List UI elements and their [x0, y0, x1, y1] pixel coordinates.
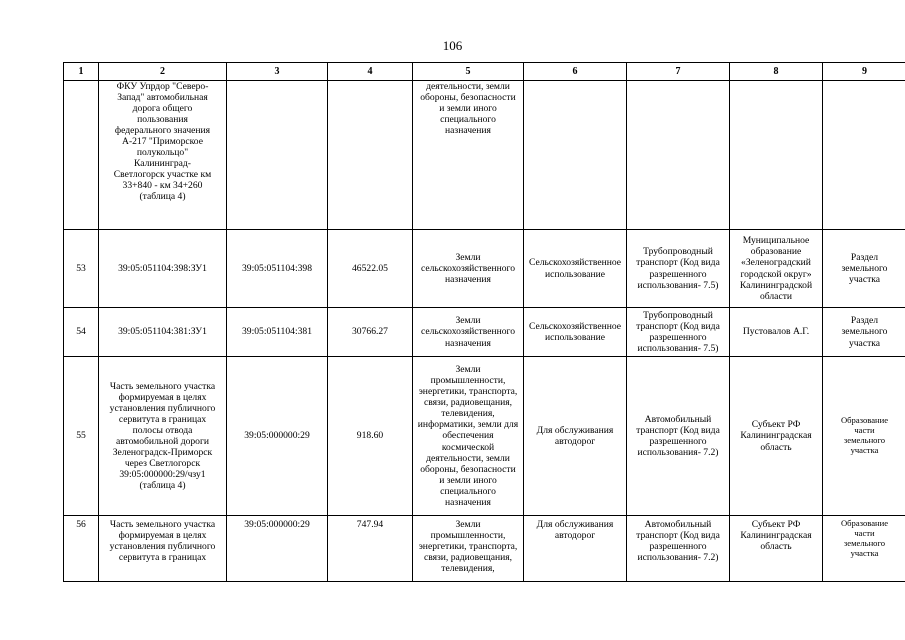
plot-designation-cell: 39:05:051104:381:ЗУ1 — [99, 308, 227, 357]
header-cell: 6 — [524, 63, 627, 81]
land-category-cell: Земли сельскохозяйственного назначения — [413, 230, 524, 308]
formation-method-cell: Образование части земельного участка — [823, 357, 905, 516]
plot-designation-cell: Часть земельного участка формируемая в целях установления публичного сервитута в границах — [99, 516, 227, 582]
land-category-cell: Земли сельскохозяйственного назначения — [413, 308, 524, 357]
permitted-use-cell — [524, 81, 627, 230]
owner-cell: Субъект РФ Калининградская область — [730, 516, 823, 582]
formation-method-cell: Образование части земельного участка — [823, 516, 905, 582]
planned-use-cell: Автомобильный транспорт (Код вида разрешенного использования- 7.2) — [627, 516, 730, 582]
cadastral-number-cell: 39:05:000000:29 — [227, 516, 328, 582]
row-number-cell — [64, 81, 99, 230]
plot-designation-cell: 39:05:051104:398:ЗУ1 — [99, 230, 227, 308]
row-number-cell: 53 — [64, 230, 99, 308]
formation-method-cell: Раздел земельного участка — [823, 230, 905, 308]
header-cell: 2 — [99, 63, 227, 81]
table-row — [64, 81, 905, 230]
planned-use-cell — [627, 81, 730, 230]
permitted-use-cell: Сельскохозяйственное использование — [524, 230, 627, 308]
table-row — [64, 230, 905, 308]
area-cell: 46522.05 — [328, 230, 413, 308]
planned-use-cell: Автомобильный транспорт (Код вида разрешенного использования- 7.2) — [627, 357, 730, 516]
land-category-cell: Земли промышленности, энергетики, транспорта, связи, радиовещания, телевидения, — [413, 516, 524, 582]
owner-cell: Субъект РФ Калининградская область — [730, 357, 823, 516]
cadastral-number-cell: 39:05:051104:381 — [227, 308, 328, 357]
table-row — [64, 357, 905, 516]
header-row — [64, 63, 905, 81]
owner-cell — [730, 81, 823, 230]
page-number: 106 — [442, 38, 463, 53]
header-cell: 1 — [64, 63, 99, 81]
area-cell: 918.60 — [328, 357, 413, 516]
land-plots-table — [63, 62, 905, 582]
permitted-use-cell: Для обслуживания автодорог — [524, 516, 627, 582]
area-cell: 30766.27 — [328, 308, 413, 357]
plot-designation-cell: Часть земельного участка формируемая в целях установления публичного сервитута в границах полосы отвода автомобильной дороги Зеленоградск-Приморск через Светлогорск 39:05:000000:29/чзу1 (таблица 4) — [99, 357, 227, 516]
row-number-cell: 55 — [64, 357, 99, 516]
owner-cell: Муниципальное образование «Зеленоградский городской округ» Калининградской области — [730, 230, 823, 308]
header-cell: 7 — [627, 63, 730, 81]
header-cell: 9 — [823, 63, 905, 81]
planned-use-cell: Трубопроводный транспорт (Код вида разрешенного использования- 7.5) — [627, 230, 730, 308]
cadastral-number-cell: 39:05:000000:29 — [227, 357, 328, 516]
permitted-use-cell: Сельскохозяйственное использование — [524, 308, 627, 357]
permitted-use-cell: Для обслуживания автодорог — [524, 357, 627, 516]
formation-method-cell: Раздел земельного участка — [823, 308, 905, 357]
header-cell: 5 — [413, 63, 524, 81]
header-cell: 4 — [328, 63, 413, 81]
header-cell: 8 — [730, 63, 823, 81]
table-row — [64, 308, 905, 357]
land-category-cell: Земли промышленности, энергетики, транспорта, связи, радиовещания, телевидения, информатики, земли для обеспечения космической деятельности, земли обороны, безопасности и земли иного специального назначения — [413, 357, 524, 516]
cadastral-number-cell — [227, 81, 328, 230]
formation-method-cell — [823, 81, 905, 230]
area-cell: 747.94 — [328, 516, 413, 582]
plot-designation-cell: ФКУ Упрдор "Северо- Запад" автомобильная дорога общего пользования федерального значения А-217 "Приморское полукольцо" Калининград- Светлогорск участке км 33+840 - км 34+260 (таблица 4) — [99, 81, 227, 230]
row-number-cell: 56 — [64, 516, 99, 582]
cadastral-number-cell: 39:05:051104:398 — [227, 230, 328, 308]
header-cell: 3 — [227, 63, 328, 81]
area-cell — [328, 81, 413, 230]
owner-cell: Пустовалов А.Г. — [730, 308, 823, 357]
planned-use-cell: Трубопроводный транспорт (Код вида разрешенного использования- 7.5) — [627, 308, 730, 357]
row-number-cell: 54 — [64, 308, 99, 357]
land-category-cell: деятельности, земли обороны, безопасности и земли иного специального назначения — [413, 81, 524, 230]
table-row — [64, 516, 905, 582]
